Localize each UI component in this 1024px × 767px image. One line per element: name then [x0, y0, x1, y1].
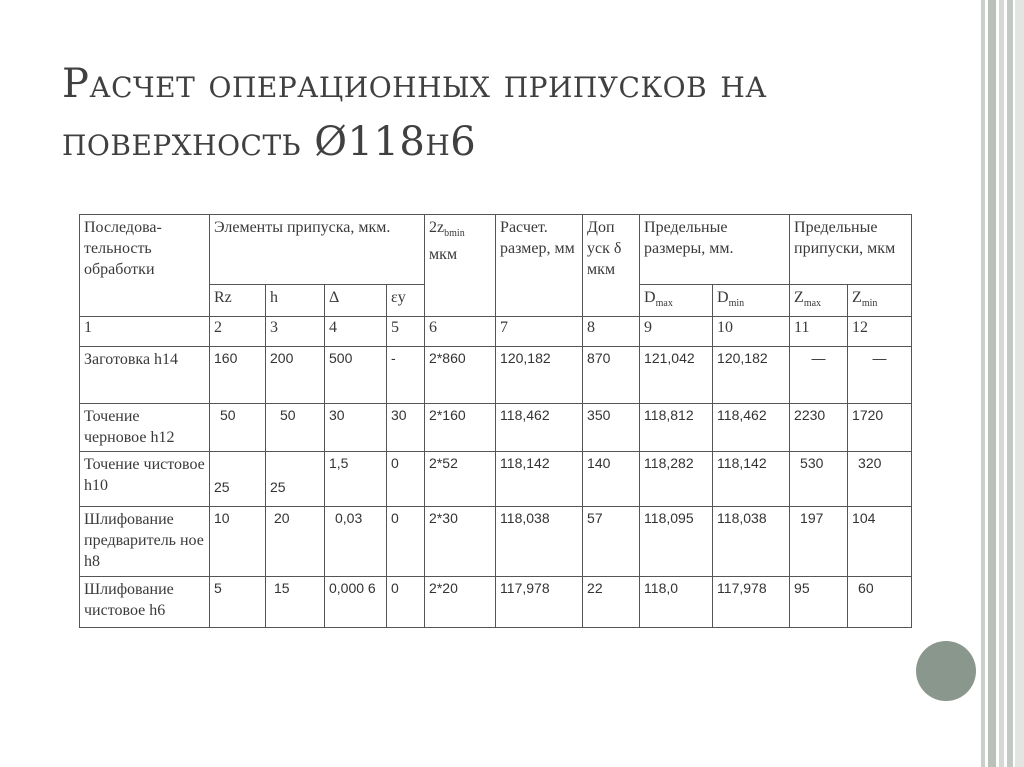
- cell-zmin: 1720: [848, 404, 912, 452]
- cell-h: 200: [266, 347, 325, 404]
- col-number: 10: [713, 317, 790, 347]
- cell-delta: 500: [325, 347, 387, 404]
- row-operation: Точение черновое h12: [80, 404, 210, 452]
- cell-dmax: 118,812: [640, 404, 713, 452]
- cell-delta: 1,5: [325, 452, 387, 507]
- decor-stripe: [988, 0, 996, 767]
- col-number: 4: [325, 317, 387, 347]
- cell-zbmin: 2*52: [425, 452, 496, 507]
- header-row-1: [80, 215, 912, 285]
- header-zbmin: [425, 215, 496, 317]
- cell-h: 50: [266, 404, 325, 452]
- row-operation: Заготовка h14: [80, 347, 210, 404]
- col-number: 1: [80, 317, 210, 347]
- cell-ey: 0: [387, 577, 425, 628]
- row-operation: Точение чистовое h10: [80, 452, 210, 507]
- header-calc-size: Расчет. размер, мм: [496, 215, 583, 317]
- cell-calc-size: 120,182: [496, 347, 583, 404]
- cell-zmax: 197: [790, 507, 848, 577]
- cell-dmax: 121,042: [640, 347, 713, 404]
- cell-zbmin: 2*20: [425, 577, 496, 628]
- cell-zmax: —: [790, 347, 848, 404]
- col-number: 5: [387, 317, 425, 347]
- table-row: [80, 347, 912, 404]
- cell-calc-size: 118,038: [496, 507, 583, 577]
- col-number: 12: [848, 317, 912, 347]
- title-line-1: Расчет операционных припусков на: [62, 61, 767, 107]
- col-number: 11: [790, 317, 848, 347]
- cell-zmin: 320: [848, 452, 912, 507]
- dmin-main: D: [717, 289, 729, 306]
- cell-ey: 30: [387, 404, 425, 452]
- cell-calc-size: 118,142: [496, 452, 583, 507]
- dmax-main: D: [644, 289, 656, 306]
- header-zmin: [848, 285, 912, 317]
- header-dmax: [640, 285, 713, 317]
- table-row: [80, 404, 912, 452]
- cell-tolerance: 22: [583, 577, 640, 628]
- header-sequence: Последова-тельность обработки: [80, 215, 210, 317]
- cell-rz: 25: [210, 452, 266, 507]
- header-limit-sizes: Предельные размеры, мм.: [640, 215, 790, 285]
- cell-zbmin: 2*860: [425, 347, 496, 404]
- cell-delta: 0,03: [325, 507, 387, 577]
- table-row: [80, 507, 912, 577]
- cell-delta: 30: [325, 404, 387, 452]
- row-operation: Шлифование предваритель ное h8: [80, 507, 210, 577]
- cell-zmax: 95: [790, 577, 848, 628]
- header-zmax: [790, 285, 848, 317]
- col-number: 2: [210, 317, 266, 347]
- cell-dmin: 118,038: [713, 507, 790, 577]
- cell-zmin: 60: [848, 577, 912, 628]
- col-number: 6: [425, 317, 496, 347]
- cell-zmax: 2230: [790, 404, 848, 452]
- col-number: 3: [266, 317, 325, 347]
- cell-rz: 50: [210, 404, 266, 452]
- decor-stripe: [999, 0, 1004, 767]
- cell-h: 15: [266, 577, 325, 628]
- cell-dmin: 118,462: [713, 404, 790, 452]
- cell-h: 20: [266, 507, 325, 577]
- header-delta: Δ: [325, 285, 387, 317]
- decor-stripe: [1015, 0, 1024, 767]
- cell-zmin: —: [848, 347, 912, 404]
- cell-zmin: 104: [848, 507, 912, 577]
- zbmin-sub: bmin: [444, 228, 465, 240]
- header-dmin: [713, 285, 790, 317]
- cell-calc-size: 118,462: [496, 404, 583, 452]
- zbmin-unit: мкм: [429, 246, 458, 264]
- column-number-row: [80, 317, 912, 347]
- row-operation: Шлифование чистовое h6: [80, 577, 210, 628]
- cell-dmin: 117,978: [713, 577, 790, 628]
- table-row: [80, 577, 912, 628]
- cell-zbmin: 2*160: [425, 404, 496, 452]
- slide-title: [62, 55, 942, 171]
- dmin-sub: min: [728, 298, 745, 310]
- cell-dmax: 118,282: [640, 452, 713, 507]
- header-h: h: [266, 285, 325, 317]
- cell-h: 25: [266, 452, 325, 507]
- cell-tolerance: 870: [583, 347, 640, 404]
- cell-rz: 10: [210, 507, 266, 577]
- zmax-sub: max: [803, 298, 822, 310]
- header-tolerance: Доп уск δ мкм: [583, 215, 640, 317]
- cell-delta: 0,000 6: [325, 577, 387, 628]
- cell-dmax: 118,095: [640, 507, 713, 577]
- col-number: 9: [640, 317, 713, 347]
- cell-zbmin: 2*30: [425, 507, 496, 577]
- col-number: 8: [583, 317, 640, 347]
- decor-circle: [916, 641, 976, 701]
- header-rz: Rz: [210, 285, 266, 317]
- cell-tolerance: 57: [583, 507, 640, 577]
- zmin-sub: min: [861, 298, 878, 310]
- col-number: 7: [496, 317, 583, 347]
- title-line-2: поверхность Ø118h6: [62, 119, 477, 165]
- decor-stripe: [981, 0, 985, 767]
- cell-zmax: 530: [790, 452, 848, 507]
- cell-ey: -: [387, 347, 425, 404]
- zbmin-main: 2z: [429, 219, 445, 236]
- cell-dmax: 118,0: [640, 577, 713, 628]
- cell-tolerance: 140: [583, 452, 640, 507]
- header-elements: Элементы припуска, мкм.: [210, 215, 425, 285]
- zmin-main: Z: [852, 289, 862, 306]
- zmax-main: Z: [794, 289, 804, 306]
- allowance-table: [79, 214, 912, 628]
- cell-calc-size: 117,978: [496, 577, 583, 628]
- decor-stripe: [1007, 0, 1013, 767]
- cell-ey: 0: [387, 507, 425, 577]
- cell-rz: 5: [210, 577, 266, 628]
- dmax-sub: max: [655, 298, 673, 310]
- cell-rz: 160: [210, 347, 266, 404]
- cell-ey: 0: [387, 452, 425, 507]
- cell-tolerance: 350: [583, 404, 640, 452]
- header-limit-allowances: Предельные припуски, мкм: [790, 215, 912, 285]
- cell-dmin: 118,142: [713, 452, 790, 507]
- table-row: [80, 452, 912, 507]
- header-ey: εy: [387, 285, 425, 317]
- cell-dmin: 120,182: [713, 347, 790, 404]
